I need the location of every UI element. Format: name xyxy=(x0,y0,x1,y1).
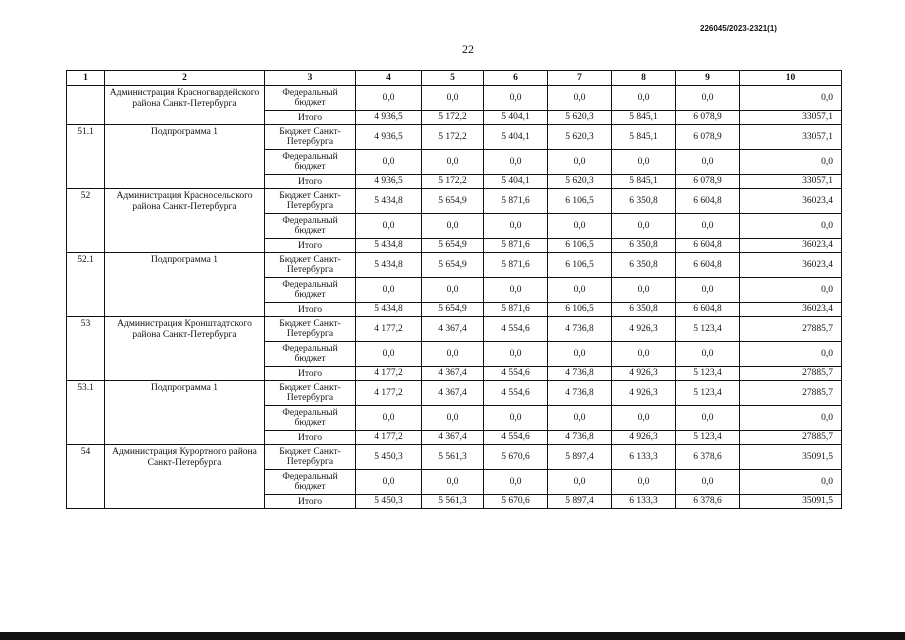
year-value: 4 177,2 xyxy=(356,431,422,445)
year-value: 0,0 xyxy=(484,86,548,111)
year-value: 0,0 xyxy=(356,150,422,175)
year-value: 0,0 xyxy=(356,470,422,495)
year-value: 0,0 xyxy=(422,214,484,239)
page-number: 22 xyxy=(462,42,474,56)
executor-name: Администрация Кронштадтского района Санкт-Петербурга xyxy=(105,317,265,381)
year-value: 5 620,3 xyxy=(548,175,612,189)
year-value: 5 123,4 xyxy=(676,431,740,445)
year-value: 5 404,1 xyxy=(484,175,548,189)
funding-source: Итого xyxy=(265,239,356,253)
year-value: 4 177,2 xyxy=(356,381,422,406)
year-value: 5 561,3 xyxy=(422,495,484,509)
year-value: 0,0 xyxy=(356,86,422,111)
year-value: 0,0 xyxy=(612,278,676,303)
year-value: 5 620,3 xyxy=(548,125,612,150)
year-value: 5 654,9 xyxy=(422,303,484,317)
year-value: 5 172,2 xyxy=(422,175,484,189)
year-value: 0,0 xyxy=(484,278,548,303)
table-row xyxy=(67,253,842,278)
funding-source: Бюджет Санкт-Петербурга xyxy=(265,189,356,214)
year-value: 4 736,8 xyxy=(548,381,612,406)
column-header: 10 xyxy=(740,71,842,86)
total-value: 27885,7 xyxy=(740,431,842,445)
column-header: 3 xyxy=(265,71,356,86)
year-value: 5 450,3 xyxy=(356,495,422,509)
year-value: 5 404,1 xyxy=(484,111,548,125)
year-value: 5 654,9 xyxy=(422,239,484,253)
executor-name: Администрация Красногвардейского района Санкт-Петербурга xyxy=(105,86,265,125)
year-value: 4 936,5 xyxy=(356,111,422,125)
funding-source: Бюджет Санкт-Петербурга xyxy=(265,317,356,342)
year-value: 0,0 xyxy=(422,342,484,367)
year-value: 4 554,6 xyxy=(484,381,548,406)
year-value: 5 404,1 xyxy=(484,125,548,150)
year-value: 0,0 xyxy=(676,150,740,175)
year-value: 4 177,2 xyxy=(356,317,422,342)
year-value: 0,0 xyxy=(356,214,422,239)
year-value: 5 561,3 xyxy=(422,445,484,470)
year-value: 4 936,5 xyxy=(356,175,422,189)
scan-edge xyxy=(0,632,905,640)
year-value: 6 350,8 xyxy=(612,239,676,253)
table-row xyxy=(67,381,842,406)
year-value: 5 897,4 xyxy=(548,445,612,470)
year-value: 5 871,6 xyxy=(484,253,548,278)
year-value: 0,0 xyxy=(548,406,612,431)
year-value: 5 654,9 xyxy=(422,189,484,214)
executor-name: Подпрограмма 1 xyxy=(105,381,265,445)
year-value: 0,0 xyxy=(422,278,484,303)
row-number: 53.1 xyxy=(67,381,105,445)
funding-source: Итого xyxy=(265,175,356,189)
year-value: 6 378,6 xyxy=(676,495,740,509)
year-value: 5 871,6 xyxy=(484,239,548,253)
year-value: 0,0 xyxy=(612,470,676,495)
year-value: 5 172,2 xyxy=(422,111,484,125)
year-value: 4 367,4 xyxy=(422,381,484,406)
year-value: 0,0 xyxy=(612,150,676,175)
year-value: 5 897,4 xyxy=(548,495,612,509)
total-value: 36023,4 xyxy=(740,253,842,278)
funding-source: Бюджет Санкт-Петербурга xyxy=(265,381,356,406)
year-value: 0,0 xyxy=(548,470,612,495)
year-value: 0,0 xyxy=(484,342,548,367)
funding-source: Федеральный бюджет xyxy=(265,214,356,239)
year-value: 6 133,3 xyxy=(612,495,676,509)
year-value: 5 450,3 xyxy=(356,445,422,470)
funding-source: Бюджет Санкт-Петербурга xyxy=(265,125,356,150)
year-value: 5 123,4 xyxy=(676,367,740,381)
funding-source: Федеральный бюджет xyxy=(265,470,356,495)
year-value: 6 078,9 xyxy=(676,175,740,189)
total-value: 33057,1 xyxy=(740,111,842,125)
year-value: 4 554,6 xyxy=(484,431,548,445)
year-value: 0,0 xyxy=(612,86,676,111)
year-value: 4 736,8 xyxy=(548,367,612,381)
year-value: 6 106,5 xyxy=(548,253,612,278)
year-value: 6 350,8 xyxy=(612,303,676,317)
year-value: 5 670,6 xyxy=(484,495,548,509)
column-header: 2 xyxy=(105,71,265,86)
year-value: 0,0 xyxy=(612,406,676,431)
funding-source: Бюджет Санкт-Петербурга xyxy=(265,445,356,470)
column-header: 7 xyxy=(548,71,612,86)
funding-source: Итого xyxy=(265,495,356,509)
year-value: 6 078,9 xyxy=(676,111,740,125)
year-value: 6 378,6 xyxy=(676,445,740,470)
total-value: 33057,1 xyxy=(740,125,842,150)
year-value: 0,0 xyxy=(612,214,676,239)
year-value: 5 434,8 xyxy=(356,303,422,317)
funding-source: Федеральный бюджет xyxy=(265,278,356,303)
year-value: 5 654,9 xyxy=(422,253,484,278)
row-number: 53 xyxy=(67,317,105,381)
year-value: 0,0 xyxy=(356,278,422,303)
year-value: 0,0 xyxy=(484,214,548,239)
year-value: 6 604,8 xyxy=(676,303,740,317)
funding-source: Итого xyxy=(265,367,356,381)
year-value: 4 554,6 xyxy=(484,367,548,381)
funding-source: Итого xyxy=(265,303,356,317)
total-value: 33057,1 xyxy=(740,175,842,189)
year-value: 5 123,4 xyxy=(676,381,740,406)
table-row xyxy=(67,86,842,111)
table-row xyxy=(67,125,842,150)
year-value: 6 604,8 xyxy=(676,253,740,278)
year-value: 4 926,3 xyxy=(612,431,676,445)
total-value: 27885,7 xyxy=(740,367,842,381)
year-value: 6 106,5 xyxy=(548,239,612,253)
year-value: 0,0 xyxy=(548,342,612,367)
year-value: 0,0 xyxy=(676,214,740,239)
year-value: 6 604,8 xyxy=(676,189,740,214)
funding-source: Федеральный бюджет xyxy=(265,406,356,431)
year-value: 0,0 xyxy=(676,406,740,431)
total-value: 35091,5 xyxy=(740,445,842,470)
year-value: 4 926,3 xyxy=(612,367,676,381)
total-value: 0,0 xyxy=(740,342,842,367)
column-header: 8 xyxy=(612,71,676,86)
year-value: 4 367,4 xyxy=(422,317,484,342)
funding-source: Итого xyxy=(265,111,356,125)
year-value: 0,0 xyxy=(548,86,612,111)
funding-source: Федеральный бюджет xyxy=(265,86,356,111)
year-value: 0,0 xyxy=(676,278,740,303)
year-value: 0,0 xyxy=(676,342,740,367)
executor-name: Подпрограмма 1 xyxy=(105,125,265,189)
total-value: 0,0 xyxy=(740,214,842,239)
year-value: 4 936,5 xyxy=(356,125,422,150)
table-body xyxy=(67,71,842,509)
total-value: 36023,4 xyxy=(740,239,842,253)
total-value: 0,0 xyxy=(740,278,842,303)
table-row xyxy=(67,189,842,214)
year-value: 4 367,4 xyxy=(422,367,484,381)
column-header: 1 xyxy=(67,71,105,86)
year-value: 5 620,3 xyxy=(548,111,612,125)
row-number: 54 xyxy=(67,445,105,509)
year-value: 0,0 xyxy=(484,406,548,431)
year-value: 4 926,3 xyxy=(612,317,676,342)
row-number: 51.1 xyxy=(67,125,105,189)
year-value: 5 871,6 xyxy=(484,303,548,317)
year-value: 0,0 xyxy=(548,214,612,239)
total-value: 27885,7 xyxy=(740,317,842,342)
year-value: 4 367,4 xyxy=(422,431,484,445)
year-value: 5 434,8 xyxy=(356,253,422,278)
year-value: 0,0 xyxy=(676,86,740,111)
year-value: 5 172,2 xyxy=(422,125,484,150)
year-value: 6 106,5 xyxy=(548,303,612,317)
year-value: 6 078,9 xyxy=(676,125,740,150)
funding-source: Федеральный бюджет xyxy=(265,342,356,367)
year-value: 4 736,8 xyxy=(548,431,612,445)
year-value: 4 736,8 xyxy=(548,317,612,342)
budget-table xyxy=(66,70,842,509)
year-value: 5 434,8 xyxy=(356,239,422,253)
year-value: 6 604,8 xyxy=(676,239,740,253)
total-value: 36023,4 xyxy=(740,303,842,317)
header-row xyxy=(67,71,842,86)
year-value: 0,0 xyxy=(356,406,422,431)
table-row xyxy=(67,317,842,342)
year-value: 0,0 xyxy=(548,278,612,303)
table-row xyxy=(67,445,842,470)
total-value: 35091,5 xyxy=(740,495,842,509)
funding-source: Итого xyxy=(265,431,356,445)
year-value: 0,0 xyxy=(484,470,548,495)
year-value: 0,0 xyxy=(612,342,676,367)
column-header: 4 xyxy=(356,71,422,86)
total-value: 27885,7 xyxy=(740,381,842,406)
row-number: 52.1 xyxy=(67,253,105,317)
year-value: 0,0 xyxy=(422,406,484,431)
year-value: 0,0 xyxy=(422,86,484,111)
year-value: 6 106,5 xyxy=(548,189,612,214)
executor-name: Подпрограмма 1 xyxy=(105,253,265,317)
year-value: 0,0 xyxy=(676,470,740,495)
year-value: 0,0 xyxy=(422,470,484,495)
year-value: 5 845,1 xyxy=(612,125,676,150)
executor-name: Администрация Красносельского района Санкт-Петербурга xyxy=(105,189,265,253)
year-value: 6 350,8 xyxy=(612,189,676,214)
year-value: 6 133,3 xyxy=(612,445,676,470)
column-header: 9 xyxy=(676,71,740,86)
funding-source: Федеральный бюджет xyxy=(265,150,356,175)
year-value: 6 350,8 xyxy=(612,253,676,278)
year-value: 4 177,2 xyxy=(356,367,422,381)
total-value: 0,0 xyxy=(740,406,842,431)
row-number: 52 xyxy=(67,189,105,253)
year-value: 5 434,8 xyxy=(356,189,422,214)
total-value: 36023,4 xyxy=(740,189,842,214)
executor-name: Администрация Курортного района Санкт-Петербурга xyxy=(105,445,265,509)
year-value: 5 670,6 xyxy=(484,445,548,470)
row-number xyxy=(67,86,105,125)
year-value: 0,0 xyxy=(422,150,484,175)
total-value: 0,0 xyxy=(740,470,842,495)
column-header: 6 xyxy=(484,71,548,86)
year-value: 4 554,6 xyxy=(484,317,548,342)
total-value: 0,0 xyxy=(740,86,842,111)
year-value: 5 845,1 xyxy=(612,111,676,125)
year-value: 0,0 xyxy=(484,150,548,175)
year-value: 5 871,6 xyxy=(484,189,548,214)
year-value: 0,0 xyxy=(548,150,612,175)
total-value: 0,0 xyxy=(740,150,842,175)
document-id: 226045/2023-2321(1) xyxy=(700,24,777,33)
column-header: 5 xyxy=(422,71,484,86)
year-value: 5 845,1 xyxy=(612,175,676,189)
funding-source: Бюджет Санкт-Петербурга xyxy=(265,253,356,278)
year-value: 4 926,3 xyxy=(612,381,676,406)
year-value: 5 123,4 xyxy=(676,317,740,342)
year-value: 0,0 xyxy=(356,342,422,367)
